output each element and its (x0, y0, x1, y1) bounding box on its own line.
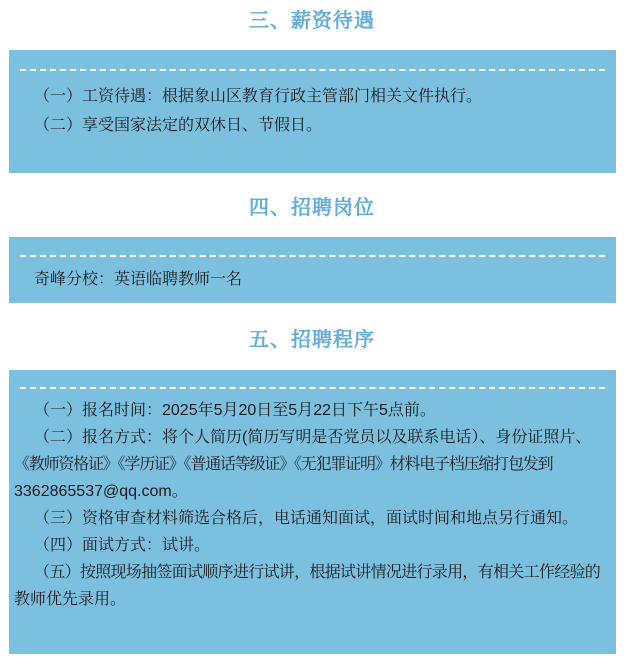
procedure-panel (9, 370, 616, 654)
procedure-line: （四）面试方式：试讲。 (34, 537, 211, 554)
procedure-line-email: 3362865537@qq.com。 (14, 483, 188, 500)
procedure-line: 教师优先录用。 (14, 591, 127, 608)
section-title-positions: 四、招聘岗位 (249, 197, 375, 219)
procedure-line: （五）按照现场抽签面试顺序进行试讲，根据试讲情况进行录用，有相关工作经验的 (34, 564, 601, 581)
dashed-divider (20, 255, 605, 257)
dashed-divider (20, 387, 605, 389)
positions-panel (9, 237, 616, 303)
position-line: 奇峰分校：英语临聘教师一名 (34, 271, 243, 288)
section-title-procedure: 五、招聘程序 (249, 329, 375, 351)
salary-panel (9, 50, 616, 173)
salary-line: （二）享受国家法定的双休日、节假日。 (34, 117, 323, 134)
section-title-salary: 三、薪资待遇 (249, 10, 375, 32)
dashed-divider (20, 69, 605, 71)
procedure-line: （二）报名方式：将个人简历(简历写明是否党员以及联系电话）、身份证照片、 (34, 429, 592, 446)
procedure-line: 《教师资格证》《学历证》《普通话等级证》《无犯罪证明》材料电子档压缩打包发到 (14, 456, 553, 473)
procedure-line: （一）报名时间：2025年5月20日至5月22日下午5点前。 (34, 402, 436, 419)
salary-line: （一）工资待遇：根据象山区教育行政主管部门相关文件执行。 (34, 88, 483, 105)
procedure-line: （三）资格审查材料筛选合格后，电话通知面试，面试时间和地点另行通知。 (34, 510, 579, 527)
